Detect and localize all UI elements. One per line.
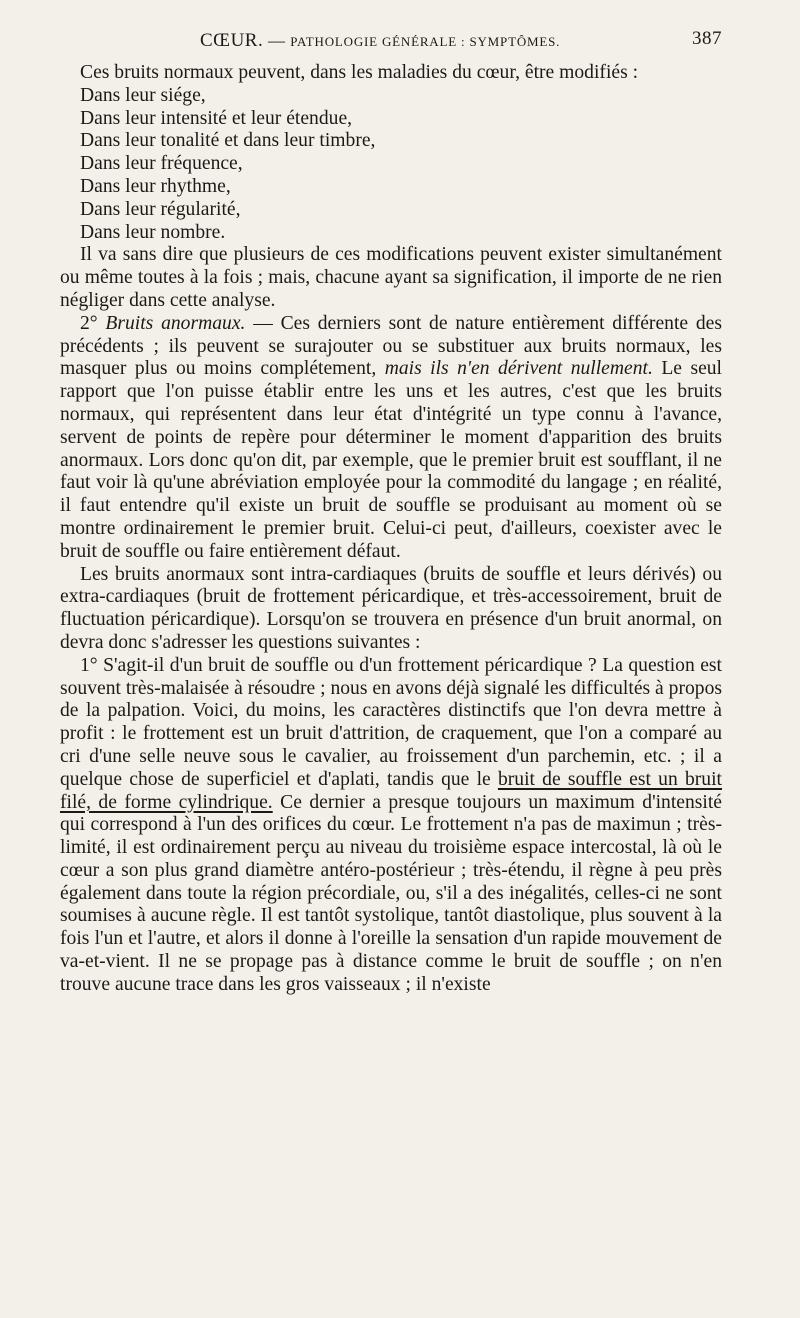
section-heading: Bruits anormaux. <box>105 312 246 334</box>
header-title <box>200 30 560 52</box>
list-item: Dans leur nombre. <box>80 221 226 243</box>
paragraph-4: Les bruits anormaux sont intra-cardiaques (bruits de souffle et leurs dérivés) ou extra-cardiaques (bruit de frottement péricardique, et très-accessoirement, bruit de fluctuation péricardique). Lorsqu'on se trouvera en présence d'un bruit anormal, on devra donc s'adresser les questions suivantes : <box>60 563 722 653</box>
paragraph-1: Ces bruits normaux peuvent, dans les maladies du cœur, être modifiés : <box>80 62 639 83</box>
list-item: Dans leur rhythme, <box>80 175 231 197</box>
running-header <box>60 26 722 56</box>
list-item: Dans leur régularité, <box>80 198 241 220</box>
paragraph-5-text-a: 1° S'agit-il d'un bruit de souffle ou d'un frottement péricardique ? La question est souvent très-malaisée à résoudre ; nous en avons déjà signalé les difficultés à propos de la palpation. Voici, du moins, les caractères distinctifs que l'on devra mettre à profit : le frottement est un bruit d'attrition, de craquement, que l'on a comparé au cri d'une selle neuve sous le cavalier, au froissement d'un parchemin, etc. ; il a quelque chose de superficiel et d'aplati, tandis que le <box>60 654 722 790</box>
modification-list <box>60 85 722 245</box>
paragraph-3-emphasis: mais ils n'en dérivent nullement. <box>384 358 653 380</box>
paragraph-5 <box>60 655 722 997</box>
paragraph-5-text-b: Ce dernier a presque toujours un maximum d'intensité qui correspond à l'un des orifices du cœur. Le frottement n'a pas de maximun ; très-limité, il est ordinairement perçu au niveau du troisième espace intercostal, là où le cœur a son plus grand diamètre antéro-postérieur ; très-étendu, il règne à peu près également dans toute la région précordiale, ou, s'il a des inégalités, celles-ci ne sont soumises à aucune règle. Il est tantôt systolique, tantôt diastolique, plus souvent à la fois l'un et l'autre, et alors il donne à l'oreille la sensation d'un rapide mouvement de va-et-vient. Il ne se propage pas à distance comme le bruit de souffle ; on n'en trouve aucune trace dans les gros vaisseaux ; il n'existe <box>60 791 722 995</box>
header-dash: — <box>263 31 291 50</box>
paragraph-3-text-a: — Ces derniers sont de nature entièrement différente des précédents ; ils peuvent se surajouter ou se substituer aux bruits normaux, les masquer plus ou moins complétement, <box>60 312 722 380</box>
list-item: Dans leur intensité et leur étendue, <box>80 107 353 129</box>
section-number: 2° <box>80 312 106 334</box>
paragraph-3-text-b: Le seul rapport que l'on puisse établir entre les uns et les autres, c'est que les bruits normaux, qui représentent dans leur état d'intégrité un type connu à l'avance, servent de points de repère pour déterminer le moment d'apparition des bruits anormaux. Lors donc qu'on dit, par exemple, que le premier bruit est soufflant, il ne faut voir là qu'une abréviation employée pour la commodité du langage ; en réalité, il faut entendre qu'il existe un bruit de souffle se produisant au moment où se montre ordinairement le premier bruit. Celui-ci peut, d'ailleurs, coexister avec le bruit de souffle ou faire entièrement défaut. <box>60 358 723 562</box>
list-item: Dans leur tonalité et dans leur timbre, <box>80 130 376 152</box>
header-part1: CŒUR. <box>200 30 264 51</box>
handwritten-underline-passage: bruit de souffle est un bruit filé, de forme cylindrique. <box>60 768 722 813</box>
list-item: Dans leur fréquence, <box>80 153 243 175</box>
paragraph-2: Il va sans dire que plusieurs de ces modifications peuvent exister simultanément ou même toutes à la fois ; mais, chacune ayant sa signification, il importe de ne rien négliger dans cette analyse. <box>60 244 722 311</box>
header-part2: PATHOLOGIE GÉNÉRALE : SYMPTÔMES. <box>290 34 561 49</box>
page-body <box>60 62 722 997</box>
list-item: Dans leur siége, <box>80 84 206 106</box>
page-number: 387 <box>692 28 722 49</box>
paragraph-3 <box>60 313 722 564</box>
